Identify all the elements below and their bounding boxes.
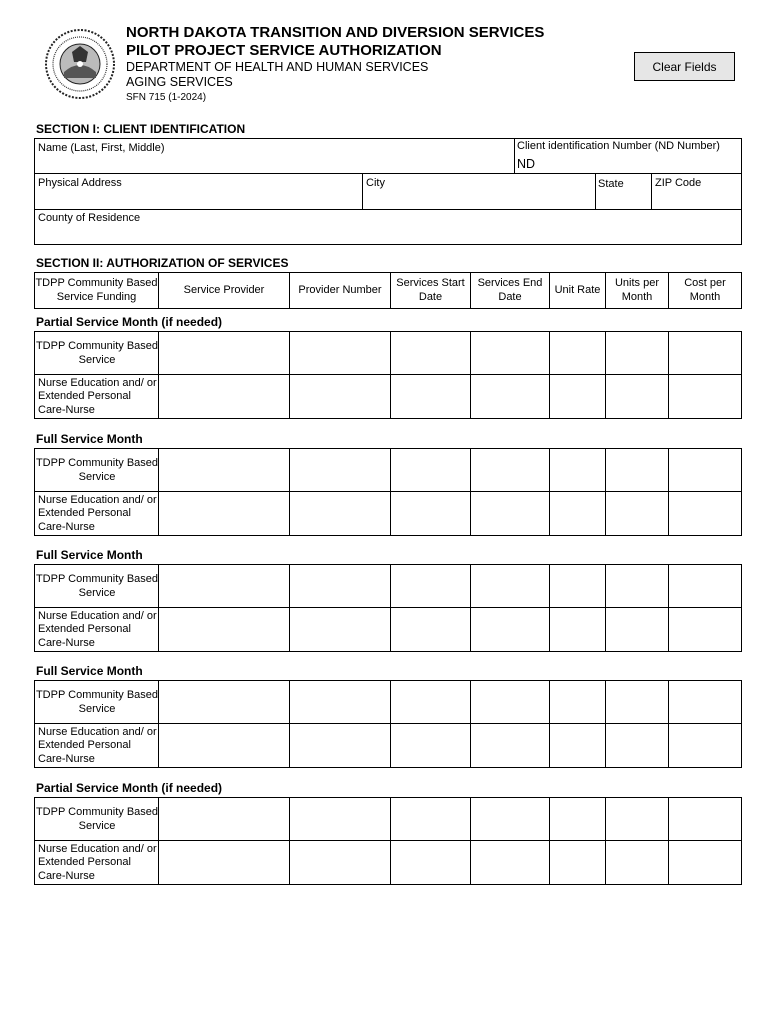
row-label-community-service: TDPP Community Based Service xyxy=(35,456,159,483)
service-group xyxy=(34,448,742,536)
address-label: Physical Address xyxy=(38,177,122,189)
group-title: Full Service Month xyxy=(36,432,143,446)
service-group xyxy=(34,331,742,419)
col-header-units-per-month: Units per Month xyxy=(614,277,660,303)
row-label-community-service: TDPP Community Based Service xyxy=(35,339,159,366)
city-field[interactable] xyxy=(363,174,595,209)
service-group xyxy=(34,797,742,885)
section-2-title: SECTION II: AUTHORIZATION OF SERVICES xyxy=(36,256,289,270)
zip-label: ZIP Code xyxy=(655,177,702,189)
row-label-community-service: TDPP Community Based Service xyxy=(35,688,159,715)
row-input-cells[interactable] xyxy=(159,331,741,374)
row-label-community-service: TDPP Community Based Service xyxy=(35,572,159,599)
service-group xyxy=(34,564,742,652)
row-label-nurse-education: Nurse Education and/ or Extended Personal Care-Nurse xyxy=(38,725,157,765)
row-input-cells[interactable] xyxy=(159,448,741,491)
row-label-nurse-education: Nurse Education and/ or Extended Personal Care-Nurse xyxy=(38,609,157,649)
col-header-unit-rate: Unit Rate xyxy=(554,284,601,296)
clear-fields-button[interactable]: Clear Fields xyxy=(634,52,735,81)
name-label: Name (Last, First, Middle) xyxy=(38,142,165,154)
row-input-cells[interactable] xyxy=(159,680,741,723)
group-title: Partial Service Month (if needed) xyxy=(36,315,223,329)
row-label-community-service: TDPP Community Based Service xyxy=(35,805,159,832)
row-label-nurse-education: Nurse Education and/ or Extended Personal Care-Nurse xyxy=(38,376,157,416)
group-title: Full Service Month xyxy=(36,548,143,562)
col-header-cost-per-month: Cost per Month xyxy=(684,277,726,303)
state-label: State xyxy=(598,178,624,190)
row-input-cells[interactable] xyxy=(159,841,741,884)
county-label: County of Residence xyxy=(38,212,141,224)
col-header-provider-number: Provider Number xyxy=(298,284,382,296)
county-field[interactable] xyxy=(35,210,741,244)
state-seal-icon xyxy=(44,28,116,100)
col-header-end-date: Services End Date xyxy=(477,277,543,303)
row-input-cells[interactable] xyxy=(159,608,741,651)
row-input-cells[interactable] xyxy=(159,564,741,607)
department-name: DEPARTMENT OF HEALTH AND HUMAN SERVICES xyxy=(126,60,429,74)
group-title: Partial Service Month (if needed) xyxy=(36,781,223,795)
form-title: NORTH DAKOTA TRANSITION AND DIVERSION SERVICES xyxy=(126,24,545,41)
division-name: AGING SERVICES xyxy=(126,75,233,89)
client-id-label: Client identification Number (ND Number) xyxy=(517,140,720,152)
col-header-start-date: Services Start Date xyxy=(396,277,465,303)
row-input-cells[interactable] xyxy=(159,797,741,840)
form-number: SFN 715 (1-2024) xyxy=(126,92,207,103)
section-1-title: SECTION I: CLIENT IDENTIFICATION xyxy=(36,122,246,136)
row-label-nurse-education: Nurse Education and/ or Extended Personal Care-Nurse xyxy=(38,493,157,533)
form-subtitle: PILOT PROJECT SERVICE AUTHORIZATION xyxy=(126,42,442,59)
row-label-nurse-education: Nurse Education and/ or Extended Personal Care-Nurse xyxy=(38,842,157,882)
row-input-cells[interactable] xyxy=(159,375,741,418)
col-header-service-provider: Service Provider xyxy=(183,284,265,296)
col-header-funding: TDPP Community Based Service Funding xyxy=(35,277,158,303)
service-group xyxy=(34,680,742,768)
group-title: Full Service Month xyxy=(36,664,143,678)
client-id-prefix: ND xyxy=(517,157,536,171)
row-input-cells[interactable] xyxy=(159,724,741,767)
row-input-cells[interactable] xyxy=(159,492,741,535)
city-label: City xyxy=(366,177,385,189)
